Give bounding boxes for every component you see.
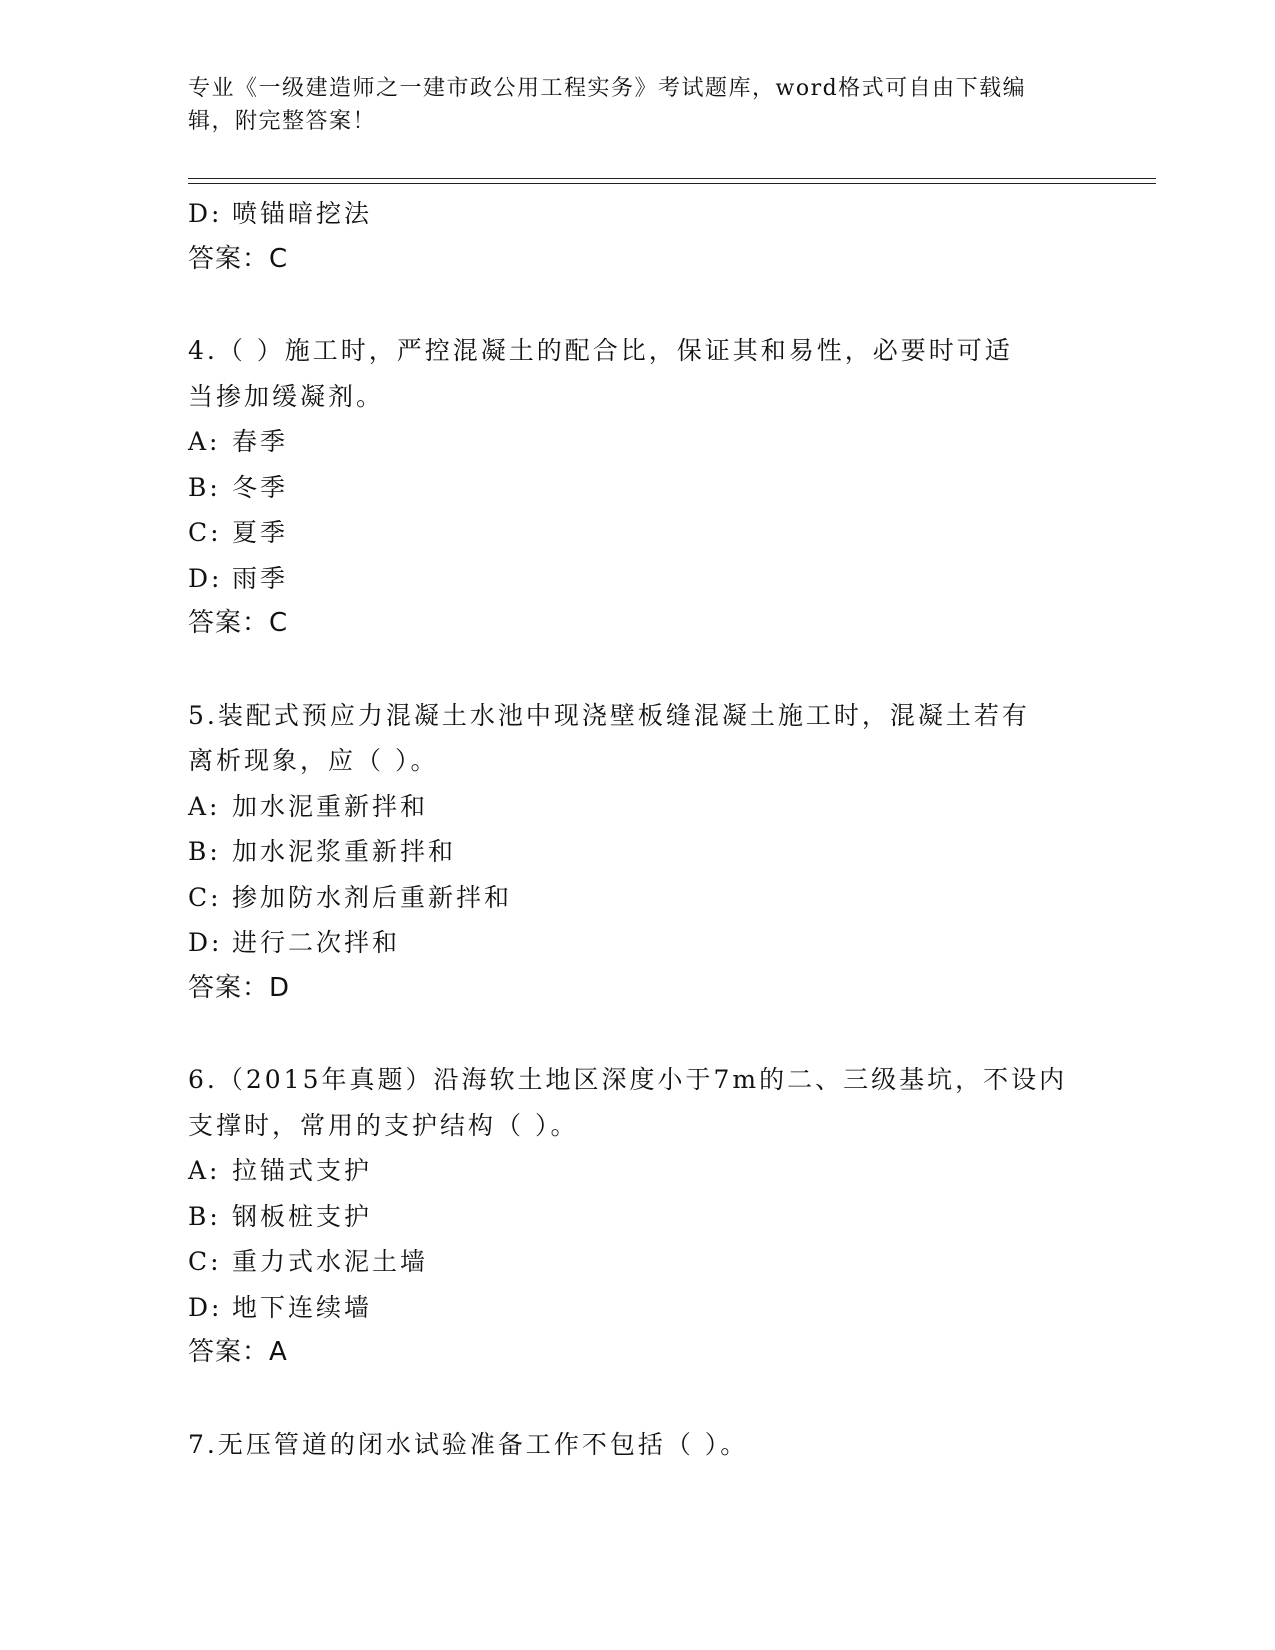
option-key: D:	[188, 199, 223, 228]
option-key: C:	[188, 518, 222, 547]
question-7	[188, 1422, 1088, 1468]
option-b	[188, 1194, 1088, 1240]
option-b	[188, 829, 1088, 875]
option-a	[188, 784, 1088, 830]
option-text: 进行二次拌和	[232, 928, 401, 957]
option-text: 加水泥重新拌和	[232, 791, 429, 821]
header-line-2: 辑，附完整答案！	[188, 109, 377, 134]
option-d	[188, 920, 1088, 966]
question-stem: 5.装配式预应力混凝土水池中现浇壁板缝混凝土施工时，混凝土若有	[188, 700, 1030, 730]
option-key: A:	[188, 427, 221, 456]
option-text: 地下连续墙	[232, 1292, 373, 1322]
option-key: D:	[188, 1292, 223, 1322]
question-stem: 7.无压管道的闭水试验准备工作不包括（ ）。	[188, 1429, 749, 1459]
option-text: 雨季	[232, 563, 289, 593]
option-text: 春季	[232, 427, 289, 456]
option-text: 钢板桩支护	[232, 1201, 373, 1231]
answer-line: 答案：D	[188, 972, 291, 1003]
question-stem: 离析现象，应（ ）。	[188, 746, 439, 775]
question-stem: 当掺加缓凝剂。	[188, 381, 385, 411]
option-key: C:	[188, 1247, 222, 1276]
question-stem: 4.（ ）施工时，严控混凝土的配合比，保证其和易性，必要时可适	[188, 336, 1013, 365]
option-key: D:	[188, 563, 223, 593]
option-d	[188, 1285, 1088, 1331]
option-text: 夏季	[232, 518, 289, 547]
header-line-1: 专业《一级建造师之一建市政公用工程实务》考试题库，word格式可自由下载编	[188, 76, 1027, 101]
question-spacer	[188, 282, 1088, 328]
question-list	[188, 191, 1088, 1467]
question-spacer	[188, 1011, 1088, 1057]
option-a	[188, 419, 1088, 465]
option-d	[188, 191, 1088, 237]
option-key: B:	[188, 1201, 221, 1231]
header-divider-top	[188, 178, 1156, 179]
option-text: 拉锚式支护	[232, 1156, 373, 1185]
option-key: A:	[188, 1156, 221, 1185]
answer-line: 答案：C	[188, 243, 289, 274]
option-text: 喷锚暗挖法	[232, 199, 373, 228]
question-spacer	[188, 1376, 1088, 1422]
question-stem: 6.（2015年真题）沿海软土地区深度小于7m的二、三级基坑，不设内	[188, 1065, 1068, 1094]
option-key: B:	[188, 837, 221, 866]
question-5	[188, 693, 1088, 1012]
answer-line: 答案：A	[188, 1337, 288, 1367]
option-text: 掺加防水剂后重新拌和	[232, 882, 513, 912]
question-4	[188, 328, 1088, 647]
option-key: B:	[188, 472, 221, 502]
header-divider-bottom	[188, 183, 1156, 184]
option-key: C:	[188, 882, 222, 912]
question-spacer	[188, 647, 1088, 693]
option-a	[188, 1148, 1088, 1194]
option-c	[188, 1239, 1088, 1285]
option-c	[188, 510, 1088, 556]
option-d	[188, 556, 1088, 602]
option-b	[188, 465, 1088, 511]
option-key: A:	[188, 791, 221, 821]
option-text: 加水泥浆重新拌和	[232, 837, 457, 866]
question-stem: 支撑时，常用的支护结构（ ）。	[188, 1110, 579, 1140]
option-key: D:	[188, 928, 223, 957]
answer-line: 答案：C	[188, 608, 289, 638]
option-text: 重力式水泥土墙	[232, 1247, 429, 1276]
option-text: 冬季	[232, 472, 289, 502]
page-header	[188, 72, 1068, 138]
question-6	[188, 1057, 1088, 1376]
option-c	[188, 875, 1088, 921]
